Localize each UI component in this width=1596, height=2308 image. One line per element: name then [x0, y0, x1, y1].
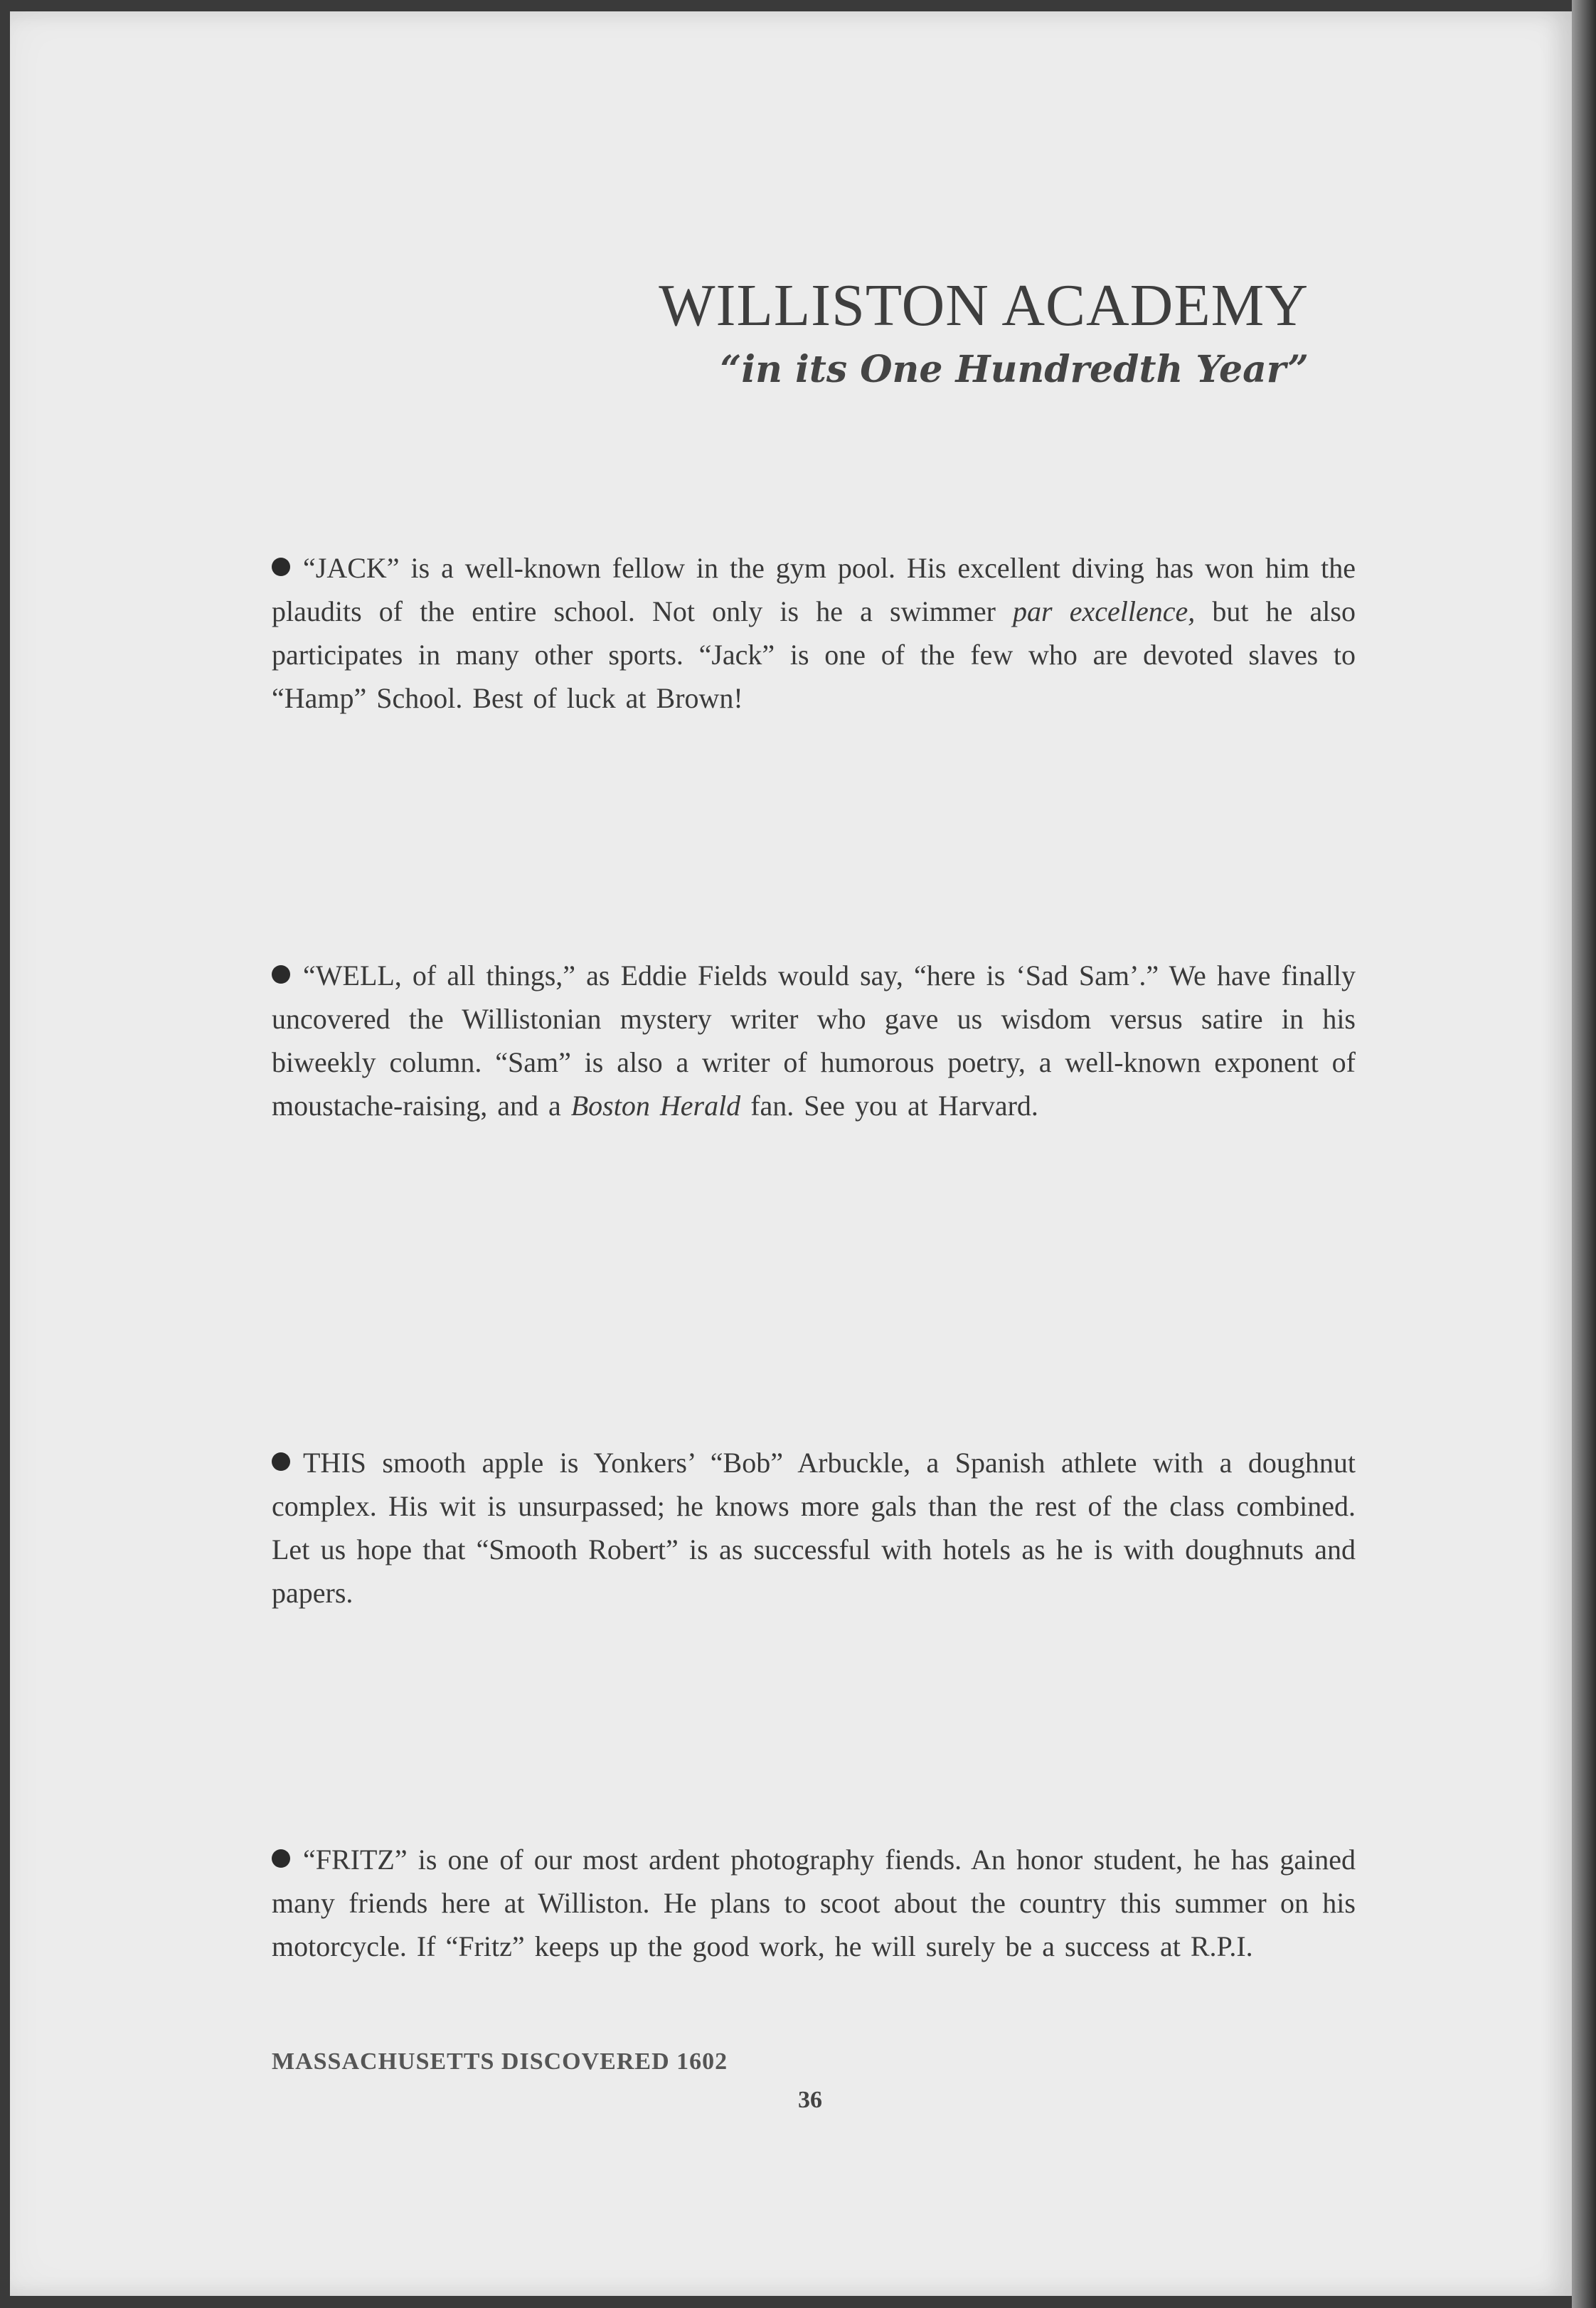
- page-title: WILLISTON ACADEMY: [659, 272, 1309, 339]
- yearbook-page: [10, 11, 1572, 2296]
- footer-caption: MASSACHUSETTS DISCOVERED 1602: [272, 2048, 728, 2075]
- entry-sad-sam: “WELL, of all things,” as Eddie Fields would say, “here is ‘Sad Sam’.” We have finally uncovered the Willistonian mystery writer who gave us wisdom versus satire in his biweekly column. “Sam” is also a writer of humorous poetry, a well-known exponent of moustache-raising, and a Boston Herald fan. See you at Harvard.: [272, 959, 1356, 1122]
- entry-bob-arbuckle: THIS smooth apple is Yonkers’ “Bob” Arbuckle, a Spanish athlete with a doughnut complex. His wit is unsurpassed; he knows more gals than the rest of the class combined. Let us hope that “Smooth Robert” is as successful with hotels as he is with doughnuts and papers.: [272, 1447, 1356, 1609]
- bullet-icon: [272, 1849, 290, 1868]
- page-header: [659, 272, 1309, 391]
- entry-fritz: “FRITZ” is one of our most ardent photography fiends. An honor student, he has gained many friends here at Williston. He plans to scoot about the country this summer on his motorcycle. If “Fritz” keeps up the good work, he will surely be a success at R.P.I.: [272, 1844, 1356, 1962]
- page-subtitle: “in its One Hundredth Year”: [720, 348, 1309, 391]
- book-binding-edge: [1572, 0, 1596, 2308]
- page-number: 36: [798, 2087, 822, 2113]
- entry-jack: “JACK” is a well-known fellow in the gym pool. His excellent diving has won him the plaudits of the entire school. Not only is he a swimmer par excellence, but he also participates in many other sports. “Jack” is one of the few who are devoted slaves to “Hamp” School. Best of luck at Brown!: [272, 552, 1356, 714]
- bullet-icon: [272, 1452, 290, 1471]
- bullet-icon: [272, 558, 290, 576]
- bullet-icon: [272, 965, 290, 984]
